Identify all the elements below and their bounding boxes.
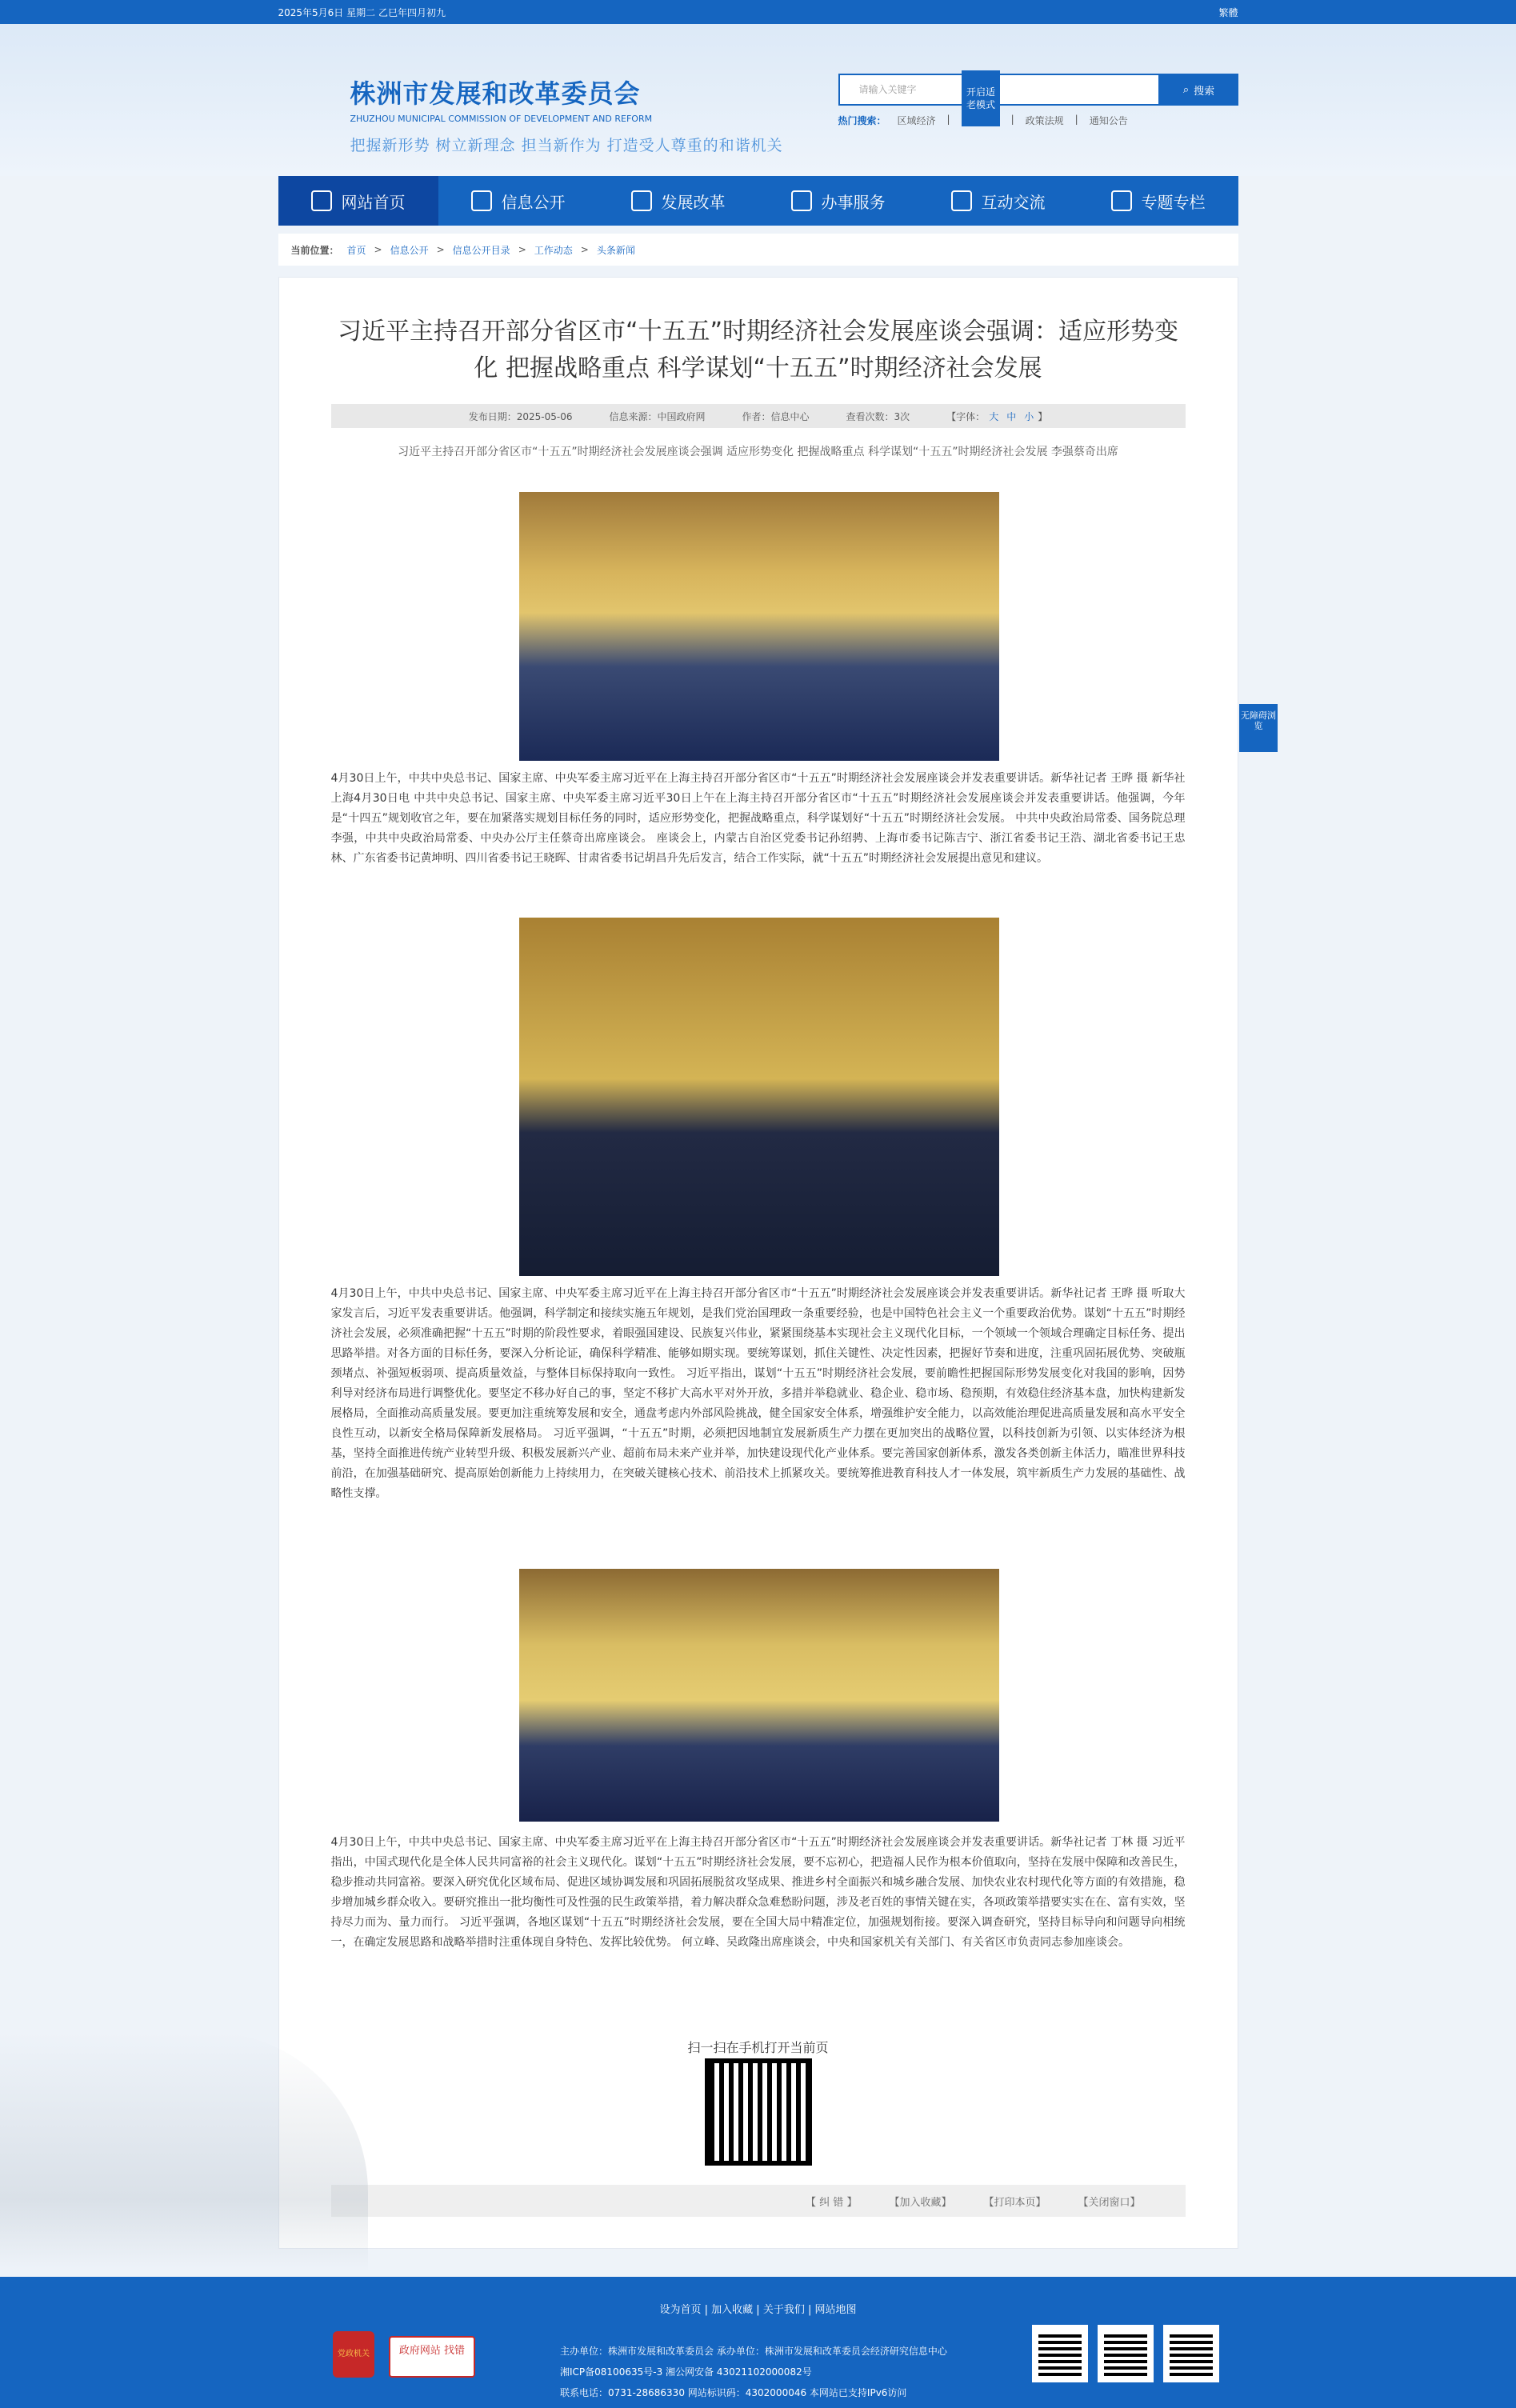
hot-search-item[interactable]: 区域经济 — [897, 115, 936, 126]
nav-label: 办事服务 — [821, 192, 886, 212]
site-title: 株洲市发展和改革委员会 — [350, 78, 641, 109]
hot-search-item[interactable]: 通知公告 — [1089, 115, 1128, 126]
hot-search: 热门搜索： 区域经济 | | 政策法规 | 通知公告 — [838, 114, 1128, 126]
gov-error-report-badge[interactable]: 政府网站 找错 — [389, 2336, 475, 2378]
font-large[interactable]: 大 — [989, 410, 999, 422]
footer-info — [560, 2341, 947, 2403]
breadcrumb: 当前位置： 首页 > 信息公开 > 信息公开目录 > 工作动态 > 头条新闻 — [278, 234, 1238, 266]
date-text: 2025年5月6日 星期二 乙巳年四月初九 — [278, 6, 446, 18]
contact-text: 联系电话：0731-28686330 网站标识码：4302000046 本网站已支持IPv6访问 — [560, 2387, 907, 2398]
close-window-button[interactable]: 【关闭窗口】 — [1078, 2196, 1141, 2209]
view-count: 查看次数：3次 — [846, 410, 910, 422]
page-qr-code — [705, 2058, 812, 2166]
nav-label: 信息公开 — [501, 192, 566, 212]
nav-item-services[interactable] — [758, 176, 918, 226]
font-size-switch — [946, 410, 1047, 423]
accessibility-button[interactable]: 无障碍浏览 — [1239, 704, 1278, 752]
icp-text: 湘ICP备08100635号-3 湘公网安备 43021102000082号 — [560, 2366, 812, 2378]
article-tools — [331, 2185, 1186, 2217]
party-gov-badge[interactable]: 党政机关 — [333, 2331, 374, 2378]
layers-icon — [1111, 190, 1132, 211]
font-label: 【字体： — [946, 410, 986, 422]
home-icon — [311, 190, 332, 211]
breadcrumb-link[interactable]: 工作动态 — [534, 244, 573, 256]
nav-label: 专题专栏 — [1141, 192, 1206, 212]
sponsor-text: 主办单位：株洲市发展和改革委员会 承办单位：株洲市发展和改革委员会经济研究信息中心 — [560, 2346, 947, 2357]
article-paragraph-3: 4月30日上午，中共中央总书记、国家主席、中央军委主席习近平在上海主持召开部分省区市“十五五”时期经济社会发展座谈会并发表重要讲话。新华社记者 丁林 摄 习近平指出，中国式现代化是全体人民共同富裕的社会主义现代化。谋划“十五五”时期经济社会发展，要不忘初心，把造福人民作为根本价值取向，坚持在发展中保障和改善民生，稳步推动共同富裕。要深入研究优化区域布局、促进区域协调发展和巩固拓展脱贫攻坚成果、推进乡村全面振兴和城乡融合发展、加快农业农村现代化等方面的有效措施，稳步增加城乡群众收入。要研究推出一批均衡性可及性强的民生政策举措，着力解决群众急难愁盼问题，涉及老百姓的事情关键在实，各项政策举措要实实在在、富有实效，坚持尽力而为、量力而行。 习近平强调，各地区谋划“十五五”时期经济社会发展，要在全国大局中精准定位，加强规划衔接。要深入调查研究，坚持目标导向和问题导向相统一，在确定发展思路和战略举措时注重体现自身特色、发挥比较优势。 何立峰、吴政隆出席座谈会，中央和国家机关有关部门、有关省区市负责同志参加座谈会。 — [330, 1836, 1186, 1949]
qr-caption: 扫一扫在手机打开当前页 — [687, 2040, 829, 2055]
print-button[interactable]: 【打印本页】 — [983, 2196, 1046, 2209]
article-paragraph-1: 4月30日上午，中共中央总书记、国家主席、中央军委主席习近平在上海主持召开部分省区市“十五五”时期经济社会发展座谈会并发表重要讲话。新华社记者 王晔 摄 新华社上海4月30日电 中共中央总书记、国家主席、中央军委主席习近平30日上午在上海主持召开部分省区市“十五五”时期经济社会发展座谈会并发表重要讲话。他强调，今年是“十四五”规划收官之年，要在加紧落实规划目标任务的同时，适应形势变化，把握战略重点，科学谋划好“十五五”时期经济社会发展。 中共中央政治局常委、国务院总理李强，中共中央政治局常委、中央办公厅主任蔡奇出席座谈会。 座谈会上，内蒙古自治区党委书记孙绍骋、上海市委书记陈吉宁、浙江省委书记王浩、湖北省委书记王忠林、广东省委书记黄坤明、四川省委书记王晓晖、甘肃省委书记胡昌升先后发言，结合工作实际，就“十五五”时期经济社会发展提出意见和建议。 — [330, 772, 1186, 865]
breadcrumb-link[interactable]: 信息公开目录 — [452, 244, 510, 256]
site-footer — [0, 2277, 1516, 2408]
search-button[interactable] — [1160, 74, 1238, 106]
chat-icon — [791, 190, 812, 211]
nav-label: 网站首页 — [341, 192, 406, 212]
article-meta — [331, 404, 1186, 428]
add-favorite-button[interactable]: 【加入收藏】 — [889, 2196, 952, 2209]
site-header — [0, 24, 1516, 176]
main-nav — [278, 176, 1238, 226]
footer-qr-codes — [1032, 2325, 1219, 2382]
breadcrumb-link[interactable]: 首页 — [346, 244, 366, 256]
article-photo-2 — [519, 918, 999, 1276]
search-icon: ⌕ — [1182, 83, 1190, 96]
search-input[interactable]: 请输入关键字 — [838, 74, 1160, 106]
nav-item-reform[interactable] — [598, 176, 758, 226]
font-medium[interactable]: 中 — [1006, 410, 1017, 422]
info-source: 信息来源：中国政府网 — [609, 410, 706, 422]
site-slogan: 把握新形势 树立新理念 担当新作为 打造受人尊重的和谐机关 — [350, 137, 783, 154]
font-small[interactable]: 小 — [1024, 410, 1034, 422]
article-lead: 习近平主持召开部分省区市“十五五”时期经济社会发展座谈会强调 适应形势变化 把握战略重点 科学谋划“十五五”时期经济社会发展 李强蔡奇出席 — [398, 446, 1118, 458]
article-photo-1 — [519, 492, 999, 761]
search-button-label: 搜索 — [1194, 85, 1215, 98]
traditional-chinese-link[interactable]: 繁體 — [1218, 6, 1238, 18]
nav-item-info-public[interactable] — [438, 176, 598, 226]
qr-code — [1032, 2325, 1088, 2382]
qr-code — [1098, 2325, 1154, 2382]
font-end: 】 — [1038, 410, 1048, 422]
article-card — [278, 277, 1238, 2249]
elder-mode-button[interactable]: 开启适老模式 — [962, 70, 1000, 126]
list-icon — [951, 190, 972, 211]
report-error-button[interactable]: 【 纠 错 】 — [806, 2196, 858, 2209]
article-photo-3 — [519, 1569, 999, 1822]
nav-label: 发展改革 — [661, 192, 726, 212]
breadcrumb-link[interactable]: 头条新闻 — [596, 244, 635, 256]
breadcrumb-link[interactable]: 信息公开 — [390, 244, 429, 256]
search-bar — [838, 74, 1238, 106]
site-logo[interactable] — [350, 74, 783, 155]
site-title-en: ZHUZHOU MUNICIPAL COMMISSION OF DEVELOPMENT AND REFORM — [350, 114, 653, 124]
hot-search-item[interactable]: 政策法规 — [1025, 115, 1064, 126]
author: 作者：信息中心 — [742, 410, 810, 422]
document-icon — [471, 190, 492, 211]
footer-links[interactable]: 设为首页 | 加入收藏 | 关于我们 | 网站地图 — [659, 2304, 857, 2316]
article-paragraph-2: 4月30日上午，中共中央总书记、国家主席、中央军委主席习近平在上海主持召开部分省区市“十五五”时期经济社会发展座谈会并发表重要讲话。新华社记者 王晔 摄 听取大家发言后，习近平发表重要讲话。他强调，科学制定和接续实施五年规划，是我们党治国理政一条重要经验，也是中国特色社会主义一个重要政治优势。谋划“十五五”时期经济社会发展，必须准确把握“十五五”时期的阶段性要求，着眼强国建设、民族复兴伟业，紧紧围绕基本实现社会主义现代化目标，一个领域一个领域合理确定目标任务、提出思路举措。对各方面的目标任务，要深入分析论证，确保科学精准、能够如期实现。要统筹谋划，抓住关键性、决定性因素，把握好节奏和进度，注重巩固拓展优势、突破瓶颈堵点、补强短板弱项、提高质量效益，与整体目标保持取向一致性。 习近平指出，谋划“十五五”时期经济社会发展，要前瞻性把握国际形势发展变化对我国的影响，因势利导对经济布局进行调整优化。要坚定不移办好自己的事，坚定不移扩大高水平对外开放，多措并举稳就业、稳企业、稳市场、稳预期，有效稳住经济基本盘，加快构建新发展格局，全面推动高质量发展。要更加注重统筹发展和安全，通盘考虑内外部风险挑战，健全国家安全体系，增强维护安全能力，以高效能治理促进高质量发展和高水平安全良性互动，以新安全格局保障新发展格局。 习近平强调，“十五五”时期，必须把因地制宜发展新质生产力摆在更加突出的战略位置，以科技创新为引领、以实体经济为根基，坚持全面推进传统产业转型升级、积极发展新兴产业、超前布局未来产业并举，加快建设现代化产业体系。要完善国家创新体系，激发各类创新主体活力，瞄准世界科技前沿，在加强基础研究、提高原始创新能力上持续用力，在突破关键核心技术、前沿技术上抓紧攻关。要统筹推进教育科技人才一体发展，筑牢新质生产力发展的基础性、战略性支撑。 — [330, 1287, 1186, 1500]
nav-item-topics[interactable] — [1078, 176, 1238, 226]
nav-item-home[interactable] — [278, 176, 438, 226]
nav-label: 互动交流 — [981, 192, 1046, 212]
publish-date: 发布日期：2025-05-06 — [468, 410, 573, 422]
breadcrumb-label: 当前位置： — [290, 244, 339, 256]
hot-search-label: 热门搜索： — [838, 115, 886, 126]
top-bar — [0, 0, 1516, 24]
nav-item-interaction[interactable] — [918, 176, 1078, 226]
article-title: 习近平主持召开部分省区市“十五五”时期经济社会发展座谈会强调：适应形势变化 把握战略重点 科学谋划“十五五”时期经济社会发展 — [337, 318, 1179, 382]
qr-code — [1163, 2325, 1219, 2382]
edit-icon — [631, 190, 652, 211]
